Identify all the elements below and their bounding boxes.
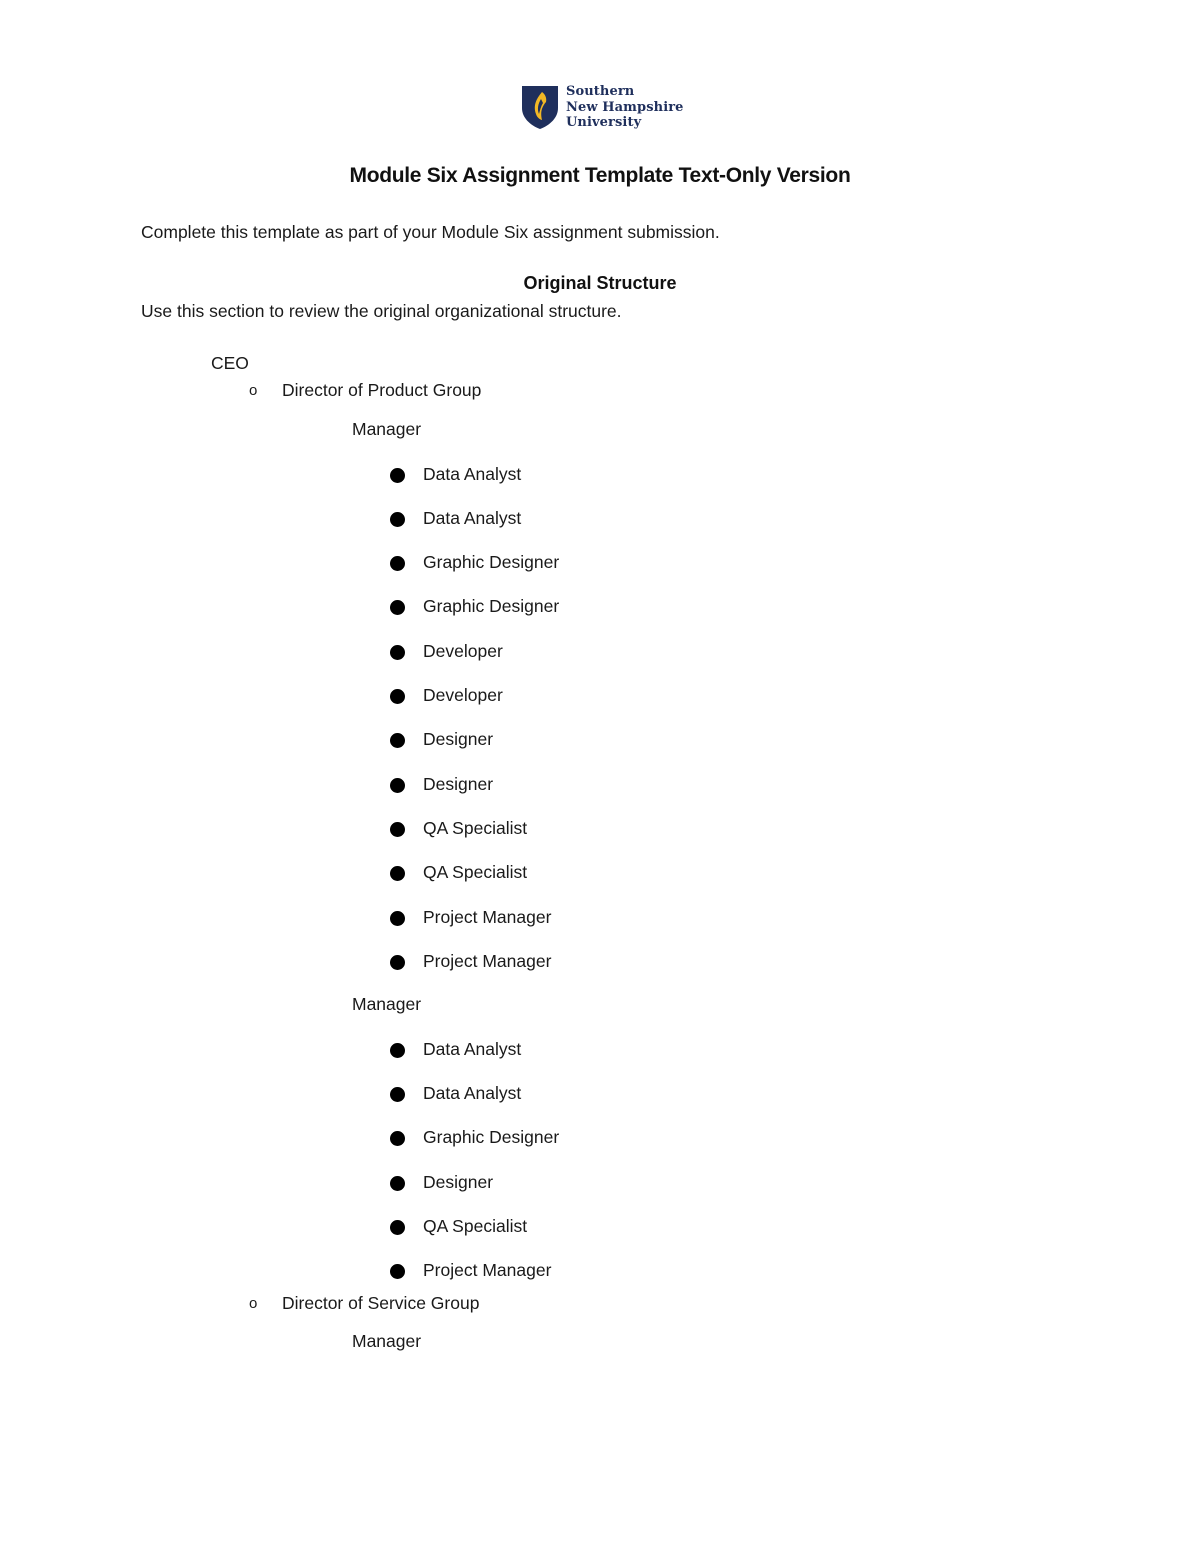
bullet-dot-icon bbox=[390, 1220, 405, 1235]
list-item: QA Specialist bbox=[423, 862, 528, 882]
logo-line: University bbox=[566, 115, 642, 130]
bullet-dot-icon bbox=[390, 512, 405, 527]
list-item: Data Analyst bbox=[423, 1083, 522, 1103]
manager-label: Manager bbox=[352, 994, 422, 1014]
section-description: Use this section to review the original organizational structure. bbox=[141, 301, 622, 321]
circle-bullet-icon: o bbox=[249, 1295, 258, 1312]
bullet-dot-icon bbox=[390, 733, 405, 748]
bullet-dot-icon bbox=[390, 1043, 405, 1058]
list-item: Data Analyst bbox=[423, 1039, 522, 1059]
list-item: Developer bbox=[423, 641, 503, 661]
bullet-dot-icon bbox=[390, 955, 405, 970]
list-item: Designer bbox=[423, 774, 494, 794]
director-label: Director of Service Group bbox=[282, 1293, 480, 1313]
list-item: Project Manager bbox=[423, 907, 552, 927]
bullet-dot-icon bbox=[390, 911, 405, 926]
bullet-dot-icon bbox=[390, 689, 405, 704]
page-title: Module Six Assignment Template Text-Only Version bbox=[349, 164, 851, 187]
bullet-dot-icon bbox=[390, 866, 405, 881]
shield-logo-icon bbox=[520, 84, 560, 130]
logo-line: New Hampshire bbox=[566, 99, 684, 115]
bullet-dot-icon bbox=[390, 1087, 405, 1102]
bullet-dot-icon bbox=[390, 1131, 405, 1146]
list-item: Designer bbox=[423, 729, 494, 749]
ceo-label: CEO bbox=[211, 353, 249, 373]
list-item: Data Analyst bbox=[423, 464, 522, 484]
bullet-dot-icon bbox=[390, 778, 405, 793]
bullet-dot-icon bbox=[390, 1176, 405, 1191]
list-item: Developer bbox=[423, 685, 503, 705]
list-item: QA Specialist bbox=[423, 818, 528, 838]
university-logo bbox=[520, 84, 684, 131]
list-item: Graphic Designer bbox=[423, 552, 560, 572]
list-item: Graphic Designer bbox=[423, 1127, 560, 1147]
list-item: Graphic Designer bbox=[423, 596, 560, 616]
manager-label: Manager bbox=[352, 1331, 422, 1351]
list-item: Project Manager bbox=[423, 951, 552, 971]
bullet-dot-icon bbox=[390, 1264, 405, 1279]
director-label: Director of Product Group bbox=[282, 380, 482, 400]
logo-line: Southern bbox=[566, 84, 635, 99]
bullet-dot-icon bbox=[390, 645, 405, 660]
list-item: Project Manager bbox=[423, 1260, 552, 1280]
circle-bullet-icon: o bbox=[249, 382, 258, 399]
intro-text: Complete this template as part of your Module Six assignment submission. bbox=[141, 222, 720, 242]
manager-label: Manager bbox=[352, 419, 422, 439]
bullet-dot-icon bbox=[390, 468, 405, 483]
section-heading: Original Structure bbox=[523, 273, 677, 293]
list-item: Data Analyst bbox=[423, 508, 522, 528]
bullet-dot-icon bbox=[390, 822, 405, 837]
list-item: Designer bbox=[423, 1172, 494, 1192]
logo-wordmark bbox=[566, 84, 684, 131]
bullet-dot-icon bbox=[390, 556, 405, 571]
bullet-dot-icon bbox=[390, 600, 405, 615]
list-item: QA Specialist bbox=[423, 1216, 528, 1236]
